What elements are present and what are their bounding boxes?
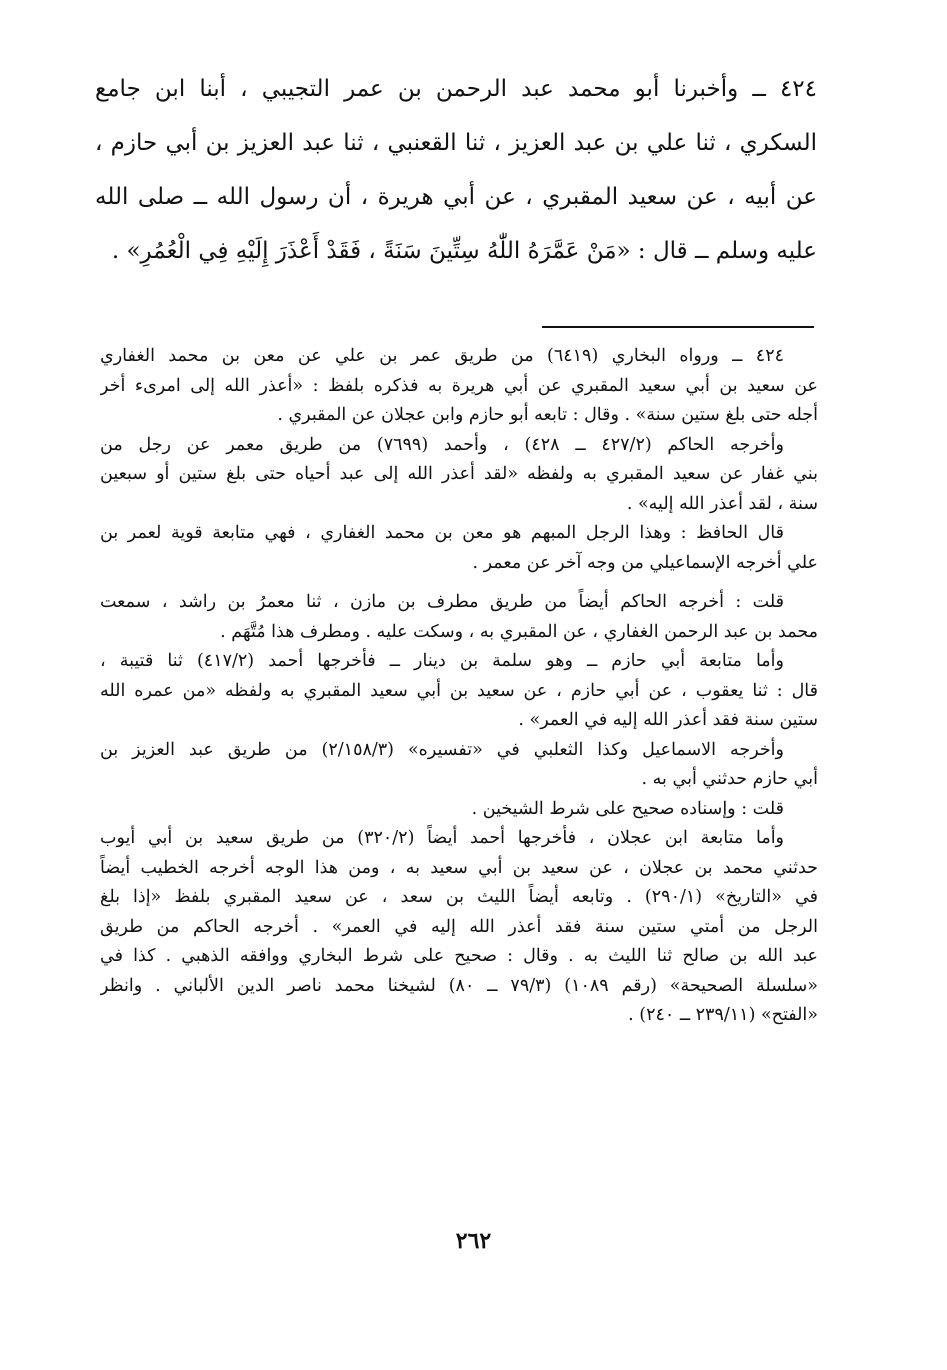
footnote-line: وأخرجه الاسماعيل وكذا الثعلبي في «تفسيره» (٢/١٥٨/٣) من طريق عبد العزيز بن [100,739,784,760]
footnote-line: «الفتح» (٢٣٩/١١ ــ ٢٤٠) . [628,1005,818,1025]
footnote-line: حدثني محمد بن عجلان ، عن سعيد بن أبي سعيد به ، ومن هذا الوجه أخرجه الخطيب أيضاً [100,857,818,878]
paragraph-gap [100,578,818,588]
footnote-line: وأما متابعة أبي حازم ــ وهو سلمة بن دينار ــ فأخرجها أحمد (٤١٧/٢) ثنا قتيبة ، [100,651,784,671]
footnote-line: «سلسلة الصحيحة» (رقم ١٠٨٩) (٧٩/٣ ــ ٨٠) لشيخنا محمد ناصر الدين الألباني . وانظر [100,975,818,996]
footnote-line: محمد بن عبد الرحمن الغفاري ، عن المقبري به ، وسكت عليه . ومطرف هذا مُتَّهَم . [220,621,818,642]
hadith-line: السكري ، ثنا علي بن عبد العزيز ، ثنا القعنبي ، ثنا عبد العزيز بن أبي حازم ، [95,130,817,156]
footnote-line: قلت : أخرجه الحاكم أيضاً من طريق مطرف بن مازن ، ثنا معمرُ بن راشد ، سمعت [100,592,784,612]
footnote-line: الرجل من أمتي ستين سنة فقد أعذر الله إليه في العمر» . أخرجه الحاكم من طريق [100,916,818,937]
footnote-line: قال الحافظ : وهذا الرجل المبهم هو معن بن محمد الغفاري ، فهي متابعة قوية لعمر بن [100,523,784,543]
footnote-line: بني غفار عن سعيد المقبري به ولفظه «لقد أعذر الله إلى عبد أحياه حتى بلغ ستين أو سبعين [100,464,818,484]
footnote-line: ٤٢٤ ــ ورواه البخاري (٦٤١٩) من طريق عمر بن علي عن معن بن محمد الغفاري [100,346,784,366]
footnote-line: ستين سنة فقد أعذر الله إليه في العمر» . [518,710,818,730]
page-number: ٢٦٢ [455,1228,492,1254]
footnotes [100,342,818,1031]
footnote-line: وأخرجه الحاكم (٤٢٧/٢ ــ ٤٢٨) ، وأحمد (٧٦٩٩) من طريق معمر عن رجل من [100,434,784,455]
hadith-line: عن أبيه ، عن سعيد المقبري ، عن أبي هريرة ، أن رسول الله ــ صلى الله [95,184,817,210]
footnote-line: علي أخرجه الإسماعيلي من وجه آخر عن معمر . [472,552,818,573]
footnote-line: وأما متابعة ابن عجلان ، فأخرجها أحمد أيضاً (٣٢٠/٢) من طريق سعيد بن أبي أيوب [100,828,785,848]
footnote-line: أجله حتى بلغ ستين سنة» . وقال : تابعه أبو حازم وابن عجلان عن المقبري . [277,405,818,425]
footnote-line: سنة ، لقد أعذر الله إليه» . [626,493,818,514]
footnote-line: قال : ثنا يعقوب ، عن أبي حازم ، عن سعيد بن أبي سعيد المقبري به ولفظه «من عمره الله [100,680,818,701]
hadith-text [95,62,817,278]
footnote-line: عبد الله بن صالح ثنا الليث به . وقال : صحيح على شرط البخاري ووافقه الذهبي . كذا في [100,946,818,966]
footnote-line: عن سعيد بن أبي سعيد المقبري عن أبي هريرة به فذكره بلفظ : «أعذر الله إلى امرىء أخر [100,375,818,396]
footnote-line: قلت : وإسناده صحيح على شرط الشيخين . [471,798,784,819]
footnote-divider [542,326,814,328]
footnote-line: في «التاريخ» (٢٩٠/١) . وتابعه أيضاً الليث بن سعد ، عن سعيد المقبري بلفظ «إذا بلغ [100,887,818,907]
footnote-line: أبي حازم حدثني أبي به . [641,769,818,789]
hadith-line: عليه وسلم ــ قال : «مَنْ عَمَّرَهُ اللّٰهُ سِتِّينَ سَنَةً ، فَقَدْ أَعْذَرَ إِلَيْهِ فِي الْعُمُرِ» . [111,238,817,264]
hadith-line: ٤٢٤ ــ وأخبرنا أبو محمد عبد الرحمن بن عمر التجيبي ، أبنا ابن جامع [95,76,817,102]
